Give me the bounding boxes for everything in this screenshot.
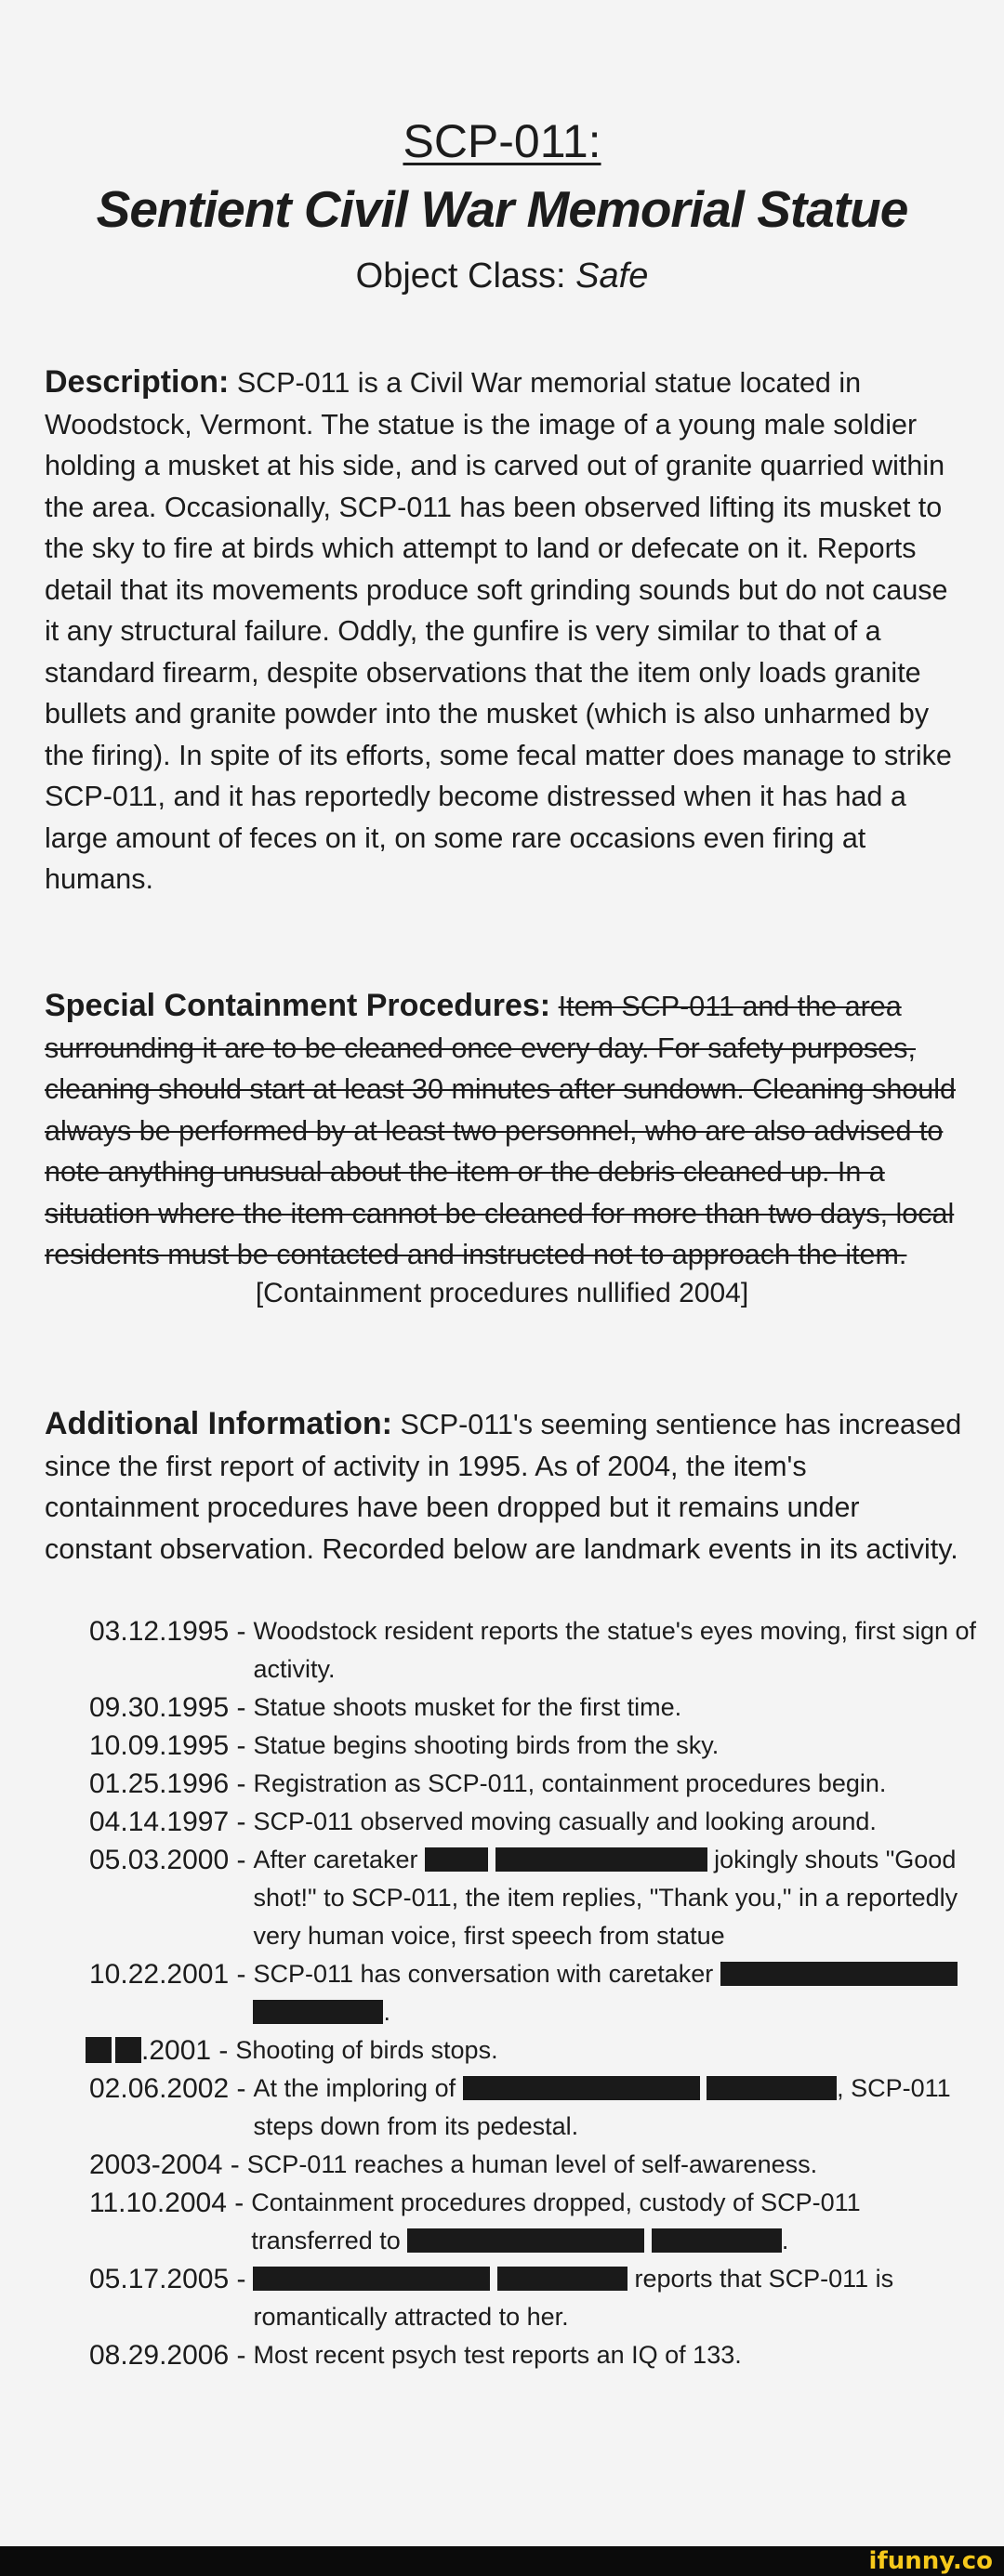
event-text-pre: At the imploring of xyxy=(253,2074,456,2102)
event-date: 09.30.1995 - xyxy=(89,1692,246,1723)
event-text: Statue begins shooting birds from the sky. xyxy=(253,1731,720,1759)
timeline-event xyxy=(89,1727,982,1765)
timeline-event xyxy=(89,2146,982,2184)
event-date xyxy=(86,2031,235,2070)
event-text-post: reports that SCP-011 is romantically attracted to her. xyxy=(253,2265,894,2331)
timeline-event xyxy=(89,2070,982,2146)
event-date: 02.06.2002 - xyxy=(89,2073,246,2104)
redaction-bar xyxy=(86,2037,112,2063)
redaction-bar xyxy=(652,2228,782,2253)
event-text: Statue shoots musket for the first time. xyxy=(253,1693,682,1721)
additional-section xyxy=(45,1403,965,1570)
redaction-bar xyxy=(425,1847,488,1872)
event-date: 2003-2004 - xyxy=(89,2149,240,2180)
redaction-bar xyxy=(407,2228,644,2253)
event-text xyxy=(253,2260,982,2336)
event-text: Most recent psych test reports an IQ of 133. xyxy=(253,2341,742,2369)
event-text: Registration as SCP-011, containment procedures begin. xyxy=(253,1769,887,1797)
object-class-line xyxy=(0,253,1004,299)
additional-text: SCP-011's seeming sentience has increased since the first report of activity in 1995. As of 2004, the item's containment procedures have been dropped but it remains under constant observation. Recorded below are landmark events in its activity. xyxy=(45,1409,962,1565)
containment-nullified-note: [Containment procedures nullified 2004] xyxy=(255,1278,749,1308)
event-date: 10.09.1995 - xyxy=(89,1730,246,1761)
redaction-bar xyxy=(707,2076,837,2100)
event-text-pre: SCP-011 has conversation with caretaker xyxy=(253,1960,714,1988)
timeline-event xyxy=(89,1689,982,1727)
event-timeline xyxy=(89,1612,982,2374)
event-text-post: , SCP-011 steps down from its pedestal. xyxy=(253,2074,951,2140)
footer-bar xyxy=(0,2546,1004,2576)
additional-heading: Additional Information: xyxy=(45,1406,392,1441)
object-class-label: Object Class: xyxy=(355,256,566,296)
event-text xyxy=(253,1841,982,1955)
timeline-event xyxy=(89,1841,982,1955)
description-text: SCP-011 is a Civil War memorial statue located in Woodstock, Vermont. The statue is the image of a young male soldier holding a musket at his side, and is carved out of granite quarried within the area. Occasionally, SCP-011 has been observed lifting its musket to the sky to fire at birds which attempt to land or defecate on it. Reports detail that its movements produce soft grinding sounds but do not cause it any structural failure. Oddly, the gunfire is very similar to that of a standard firearm, despite observations that the item only loads granite bullets and granite powder into the musket (which is also unharmed by the firing). In spite of its efforts, some fecal matter does manage to strike SCP-011, and it has reportedly become distressed when it has had a large amount of feces on it, on some rare occasions even firing at humans. xyxy=(45,367,952,895)
event-text-post: . xyxy=(781,2227,789,2254)
timeline-event xyxy=(89,1955,982,2031)
object-class-value: Safe xyxy=(575,256,649,296)
document-subtitle: Sentient Civil War Memorial Statue xyxy=(96,180,908,238)
redaction-bar xyxy=(720,1962,958,1986)
event-text-post: . xyxy=(383,1998,390,2026)
event-date-text: .2001 - xyxy=(141,2035,229,2066)
redaction-bar xyxy=(497,2267,628,2291)
event-text-pre: Containment procedures dropped, custody of SCP-011 transferred to xyxy=(251,2188,861,2254)
timeline-event xyxy=(89,1612,982,1689)
timeline-event xyxy=(89,2260,982,2336)
timeline-event xyxy=(89,2184,982,2260)
event-date: 01.25.1996 - xyxy=(89,1768,246,1799)
redaction-bar xyxy=(253,2000,383,2024)
event-date: 05.03.2000 - xyxy=(89,1845,246,1875)
event-date: 04.14.1997 - xyxy=(89,1807,246,1837)
event-date: 05.17.2005 - xyxy=(89,2264,246,2294)
ifunny-logo[interactable]: ifunny.co xyxy=(868,2547,993,2575)
event-date: 03.12.1995 - xyxy=(89,1616,246,1647)
redaction-bar xyxy=(115,2037,141,2063)
event-text xyxy=(251,2184,982,2260)
redaction-bar xyxy=(253,2267,490,2291)
event-date: 08.29.2006 - xyxy=(89,2340,246,2371)
timeline-event xyxy=(89,2336,982,2374)
timeline-event xyxy=(89,1803,982,1841)
event-text-pre: After caretaker xyxy=(253,1846,418,1873)
redaction-bar xyxy=(463,2076,700,2100)
document-title: SCP-011: xyxy=(403,115,601,167)
event-text: SCP-011 observed moving casually and looking around. xyxy=(253,1807,877,1835)
containment-section xyxy=(45,985,965,1276)
timeline-event xyxy=(89,1765,982,1803)
event-text: SCP-011 reaches a human level of self-awareness. xyxy=(246,2150,818,2178)
event-text xyxy=(253,1955,982,2031)
event-text: Woodstock resident reports the statue's eyes moving, first sign of activity. xyxy=(253,1617,976,1683)
containment-heading: Special Containment Procedures: xyxy=(45,988,551,1023)
event-text: Shooting of birds stops. xyxy=(235,2036,498,2064)
containment-text-struck: Item SCP-011 and the area surrounding it are to be cleaned once every day. For safety purposes, cleaning should start at least 30 minutes after sundown. Cleaning should always be performed by at least two personnel, who are also advised to note anything unusual about the item or the debris cleaned up. In a situation where the item cannot be cleaned for more than two days, local residents must be contacted and instructed not to approach the item. xyxy=(45,991,956,1270)
timeline-event xyxy=(86,2031,982,2070)
event-date: 10.22.2001 - xyxy=(89,1959,246,1990)
description-section xyxy=(45,361,965,900)
event-text-post: jokingly shouts "Good shot!" to SCP-011, the item replies, "Thank you," in a reportedly very human voice, first speech from statue xyxy=(253,1846,958,1950)
event-text xyxy=(253,2070,982,2146)
event-date: 11.10.2004 - xyxy=(89,2188,244,2218)
redaction-bar xyxy=(495,1847,707,1872)
description-heading: Description: xyxy=(45,364,230,400)
